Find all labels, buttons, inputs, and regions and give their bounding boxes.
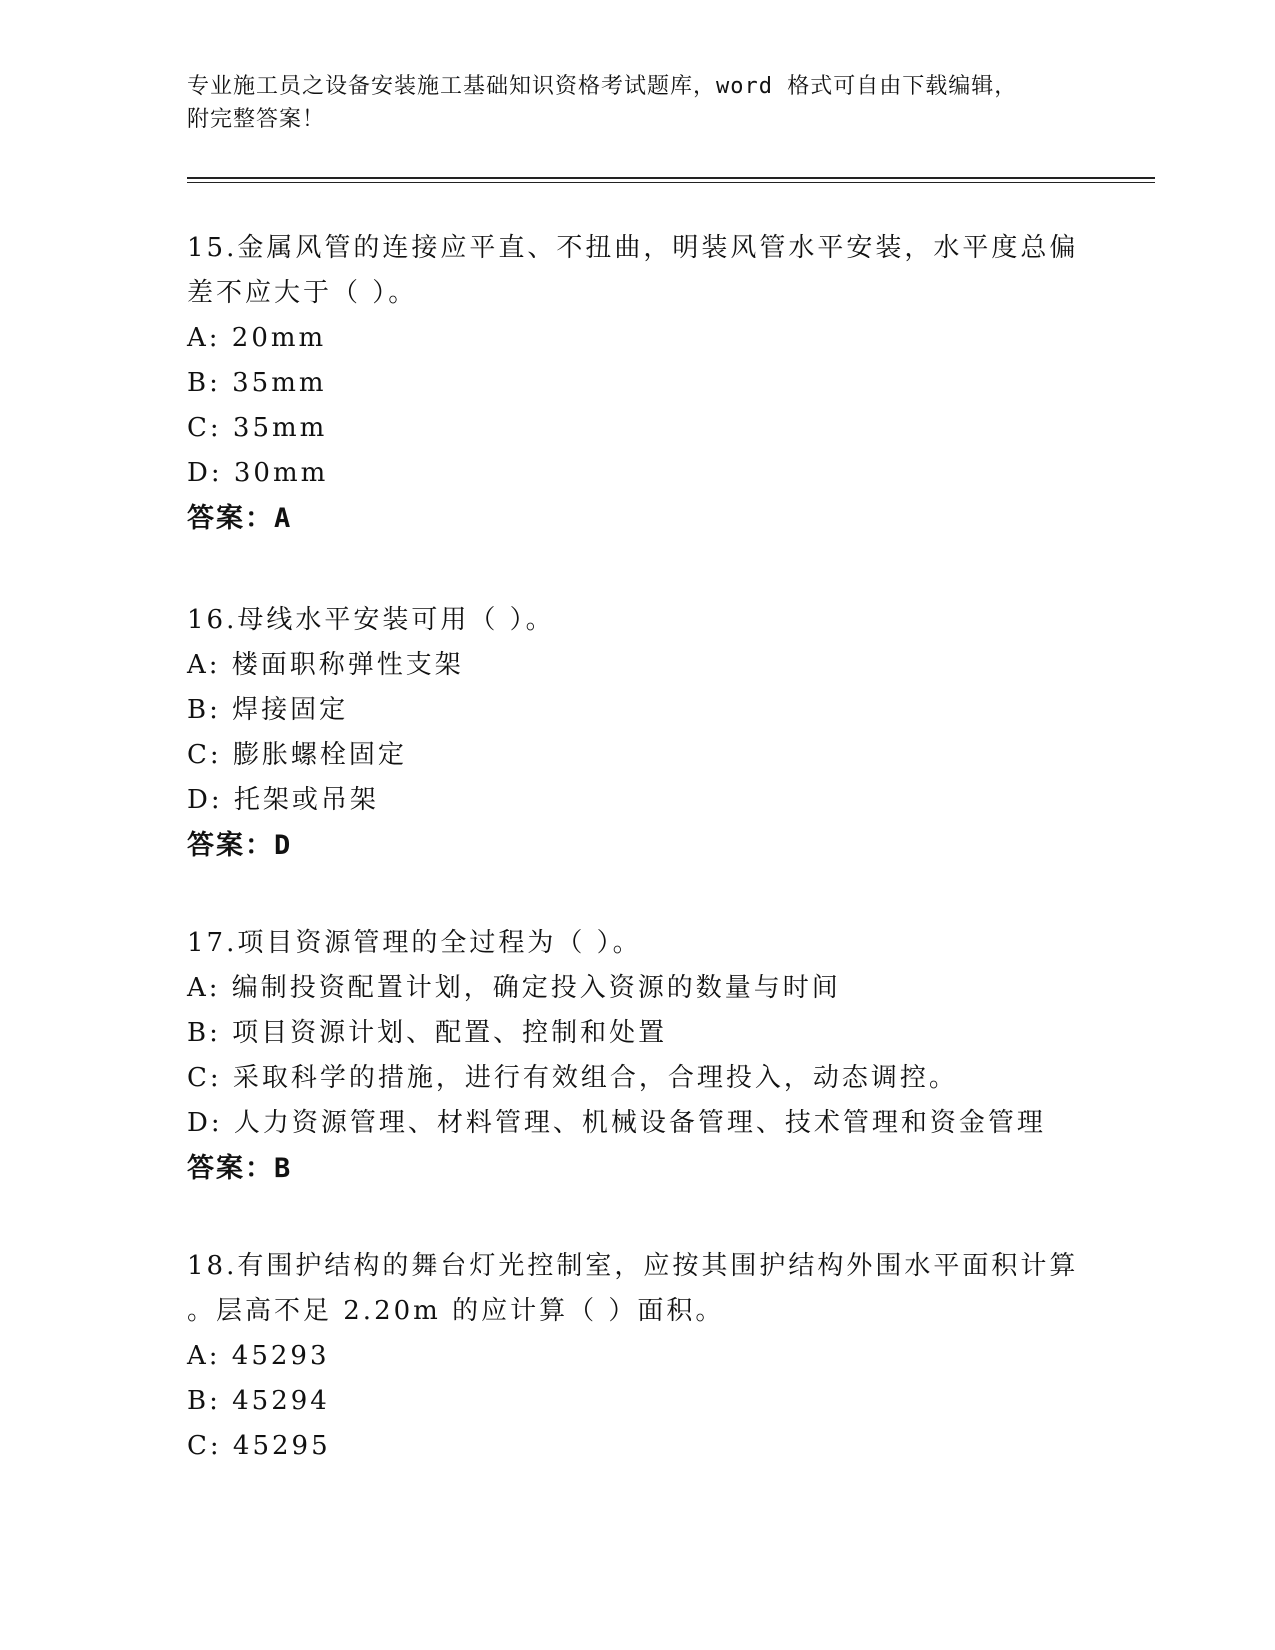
question-text-line-2: 。层高不足 2.20m 的应计算（ ）面积。 [187,1296,725,1326]
question-18 [187,1244,1087,1469]
option-b: B: 35mm [187,368,327,398]
question-text-line-1: 15.金属风管的连接应平直、不扭曲，明装风管水平安装，水平度总偏 [187,233,1079,263]
option-a: A: 楼面职称弹性支架 [187,650,464,680]
question-16 [187,598,1087,869]
option-c: C: 45295 [187,1431,331,1461]
header-divider [187,177,1155,183]
answer: 答案：D [187,830,293,861]
option-a: A: 编制投资配置计划，确定投入资源的数量与时间 [187,973,841,1003]
question-15 [187,226,1087,542]
option-d: D: 人力资源管理、材料管理、机械设备管理、技术管理和资金管理 [187,1108,1046,1138]
option-c: C: 采取科学的措施，进行有效组合，合理投入，动态调控。 [187,1063,958,1093]
answer: 答案：B [187,1153,293,1184]
option-c: C: 35mm [187,413,328,443]
question-text-line-1: 17.项目资源管理的全过程为（ ）。 [187,928,642,958]
option-b: B: 焊接固定 [187,695,349,725]
header-line-1: 专业施工员之设备安装施工基础知识资格考试题库，word 格式可自由下载编辑， [187,74,1018,99]
question-17 [187,921,1087,1192]
answer: 答案：A [187,503,293,534]
question-text-line-1: 16.母线水平安装可用（ ）。 [187,605,555,635]
option-d: D: 30mm [187,458,329,488]
question-text-line-2: 差不应大于（ ）。 [187,278,418,308]
option-b: B: 项目资源计划、配置、控制和处置 [187,1018,668,1048]
option-c: C: 膨胀螺栓固定 [187,740,407,770]
question-text-line-1: 18.有围护结构的舞台灯光控制室，应按其围护结构外围水平面积计算 [187,1251,1079,1281]
option-d: D: 托架或吊架 [187,785,379,815]
document-header [187,70,1087,136]
option-a: A: 20mm [187,323,327,353]
option-b: B: 45294 [187,1386,330,1416]
header-line-2: 附完整答案！ [187,107,326,132]
option-a: A: 45293 [187,1341,330,1371]
